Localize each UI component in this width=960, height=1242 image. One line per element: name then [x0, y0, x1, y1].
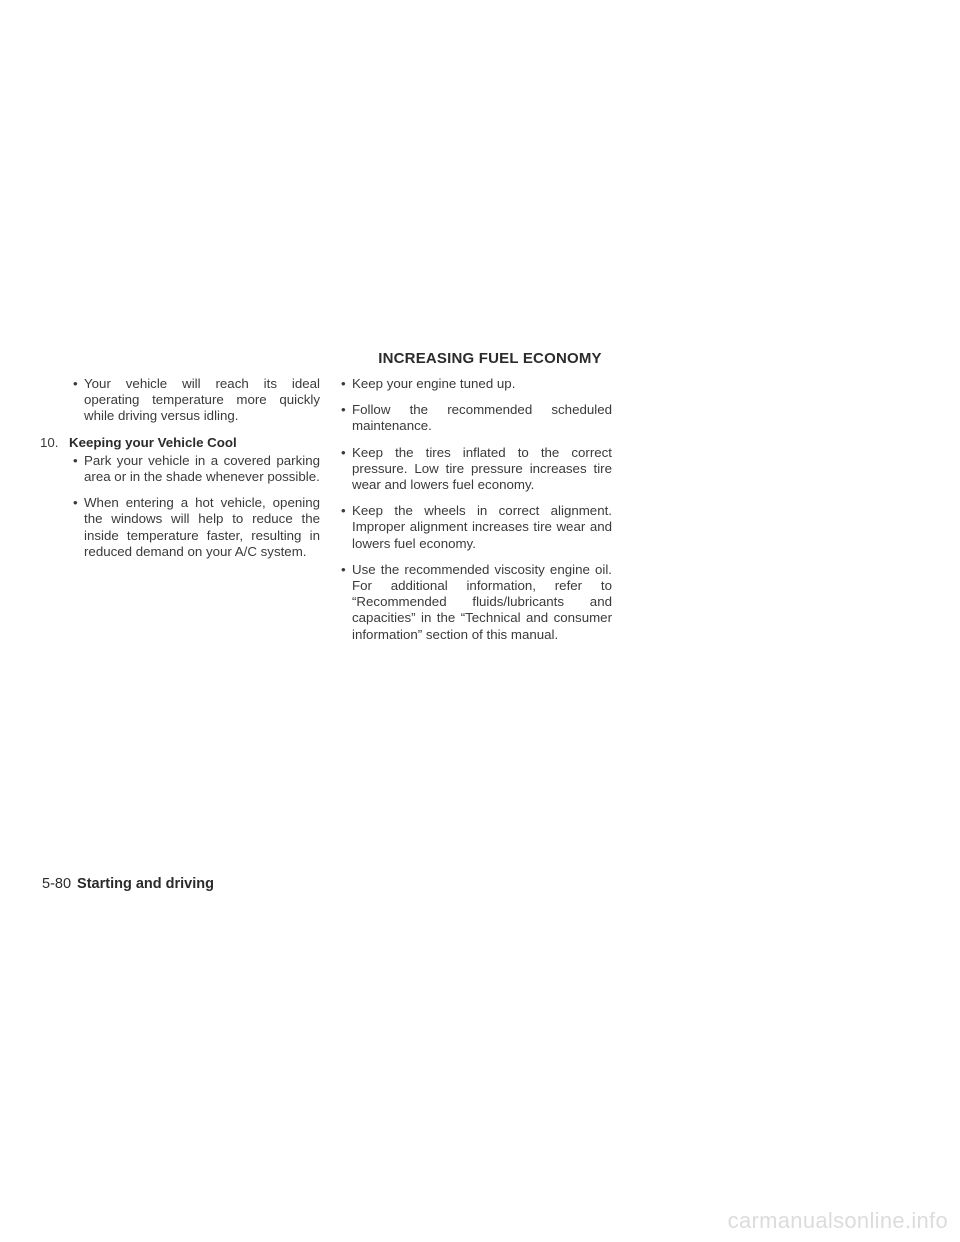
item-title: Keeping your Vehicle Cool	[69, 434, 237, 450]
list-item	[330, 503, 612, 552]
bullet-text: Keep the wheels in correct alignment. Improper alignment increases tire wear and lowers fuel economy.	[352, 503, 612, 551]
bullet-icon: •	[341, 444, 346, 460]
bullet-icon: •	[341, 402, 346, 418]
left-column	[40, 376, 320, 570]
bullet-text: Your vehicle will reach its ideal operating temperature more quickly while driving versus idling.	[84, 376, 320, 424]
bullet-text: Follow the recommended scheduled maintenance.	[352, 402, 612, 434]
bullet-text: Keep the tires inflated to the correct pressure. Low tire pressure increases tire wear and lowers fuel economy.	[352, 444, 612, 493]
bullet-icon: •	[341, 376, 346, 391]
bullet-icon: •	[73, 495, 78, 511]
bullet-text: When entering a hot vehicle, opening the windows will help to reduce the inside temperature faster, resulting in reduced demand on your A/C system.	[84, 495, 320, 559]
section-heading: INCREASING FUEL ECONOMY	[378, 350, 602, 367]
bullet-icon: •	[341, 503, 346, 519]
list-item	[330, 376, 612, 392]
bullet-icon: •	[341, 561, 346, 577]
list-item	[330, 402, 612, 434]
bullet-text: Use the recommended viscosity engine oil. For additional information, refer to “Recommended fluids/lubricants and capacities” in the “Technical and consumer information” section of this manual.	[352, 561, 612, 642]
watermark: carmanualsonline.info	[727, 1208, 948, 1233]
list-item	[40, 376, 320, 425]
bullet-icon: •	[73, 452, 78, 468]
list-item	[330, 562, 612, 643]
list-item	[40, 495, 320, 560]
item-number: 10.	[40, 434, 59, 450]
numbered-item	[40, 435, 320, 451]
bullet-icon: •	[73, 376, 78, 391]
page-footer	[42, 876, 214, 892]
list-item	[330, 445, 612, 494]
right-column	[330, 376, 612, 653]
page-number: 5-80	[42, 876, 72, 892]
list-item	[40, 453, 320, 485]
bullet-text: Keep your engine tuned up.	[352, 376, 516, 391]
footer-section-title: Starting and driving	[77, 876, 214, 892]
bullet-text: Park your vehicle in a covered parking area or in the shade whenever possible.	[84, 452, 320, 485]
